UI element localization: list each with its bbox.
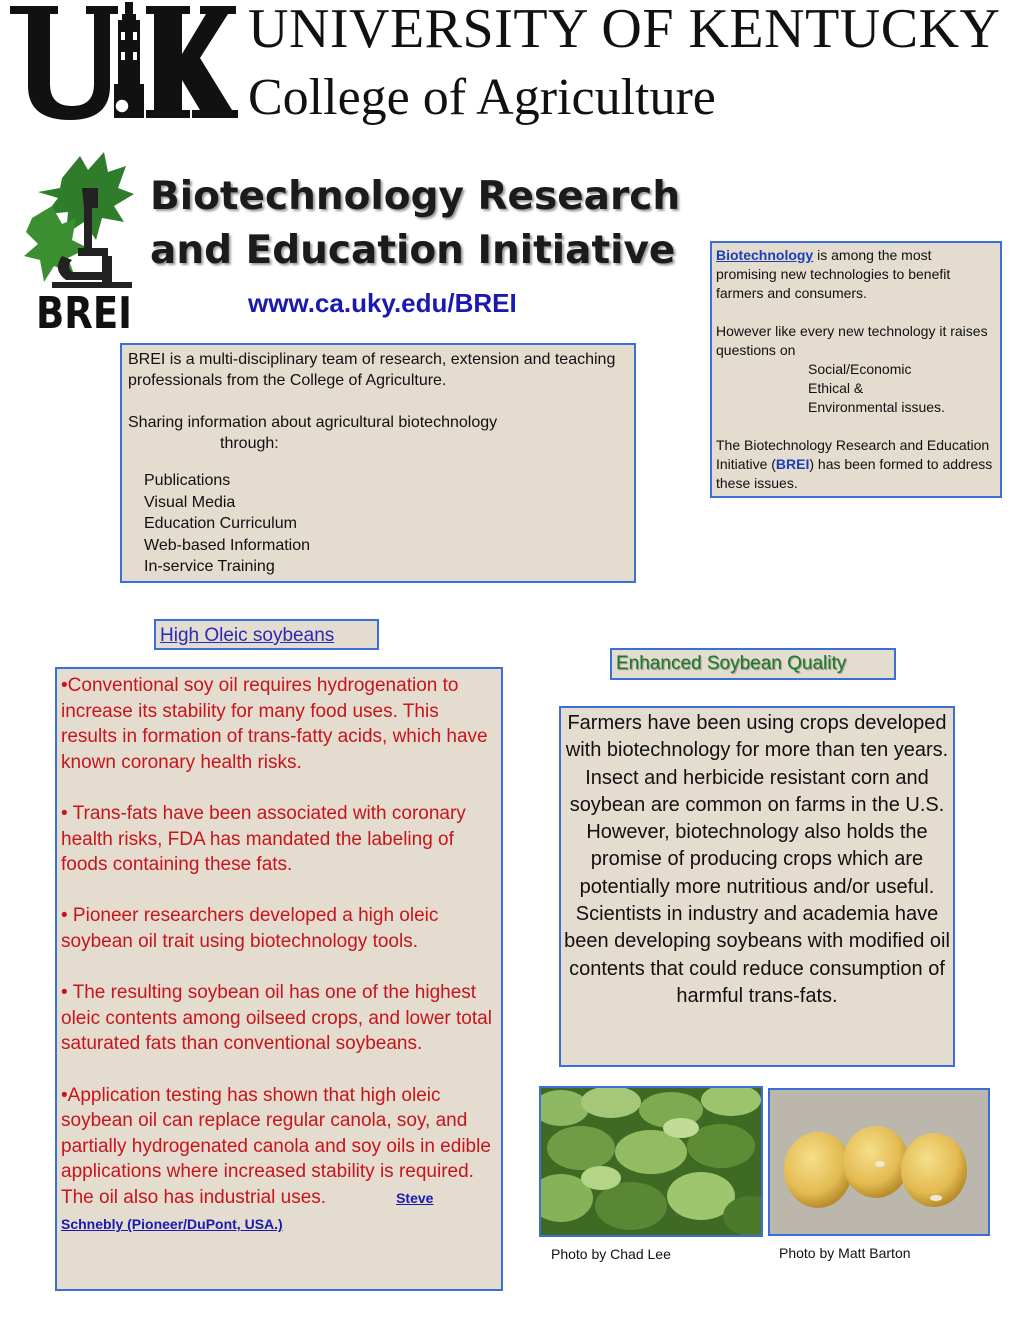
brei-title-line1: Biotechnology Research [150,174,681,219]
bullet-item: • The resulting soybean oil has one of the highest oleic contents among oilseed crops, and lower total saturated fats than conventional soybeans. [61,982,492,1055]
list-item: In-service Training [144,558,275,575]
intro-through: through: [220,435,279,452]
issue-item: Social/Economic [808,361,912,377]
biotech-p2: However like every new technology it raises questions on [716,323,988,358]
bullet-item: •Conventional soy oil requires hydrogenation to increase its stability for many food uses. This results in formation of trans-fatty acids, which have known coronary health risks. [61,675,488,773]
photo-caption: Photo by Matt Barton [779,1245,911,1261]
list-item: Visual Media [144,493,236,511]
bullet-item: • Pioneer researchers developed a high oleic soybean oil trait using biotechnology tools. [61,905,439,952]
uk-logo [6,2,238,120]
issue-item: Ethical & [808,380,864,396]
brei-logo-text: BREI [36,288,132,333]
brei-intro-box [120,343,636,583]
soybean-seeds-photo [768,1088,990,1236]
soybean-field-photo [539,1086,763,1237]
intro-sharing: Sharing information about agricultural biotechnology [128,414,498,431]
enhanced-soybean-title: Enhanced Soybean Quality [610,648,896,680]
issue-item: Environmental issues. [808,399,945,415]
list-item: Education Curriculum [144,515,297,532]
brei-logo [22,148,140,333]
biotechnology-box [710,241,1002,498]
brei-title [150,170,680,278]
university-name: UNIVERSITY OF KENTUCKY [248,0,1001,60]
bullet-item: • Trans-fats have been associated with coronary health risks, FDA has mandated the labeling of foods containing these fats. [61,802,466,876]
brei-title-line2: and Education Initiative [150,228,676,273]
list-item: Publications [144,472,231,489]
enhanced-text: Farmers have been using crops developed with biotechnology for more than ten years. Insect and herbicide resistant corn and soybean are common on farms in the U.S. However, biotechnology also holds the promise of producing crops which are potentially more nutritious and/or useful. Scientists in industry and academia have been developing soybeans with modified oil contents that could reduce consumption of harmful trans-fats. [564,712,950,1007]
photo-caption: Photo by Chad Lee [551,1246,671,1262]
author-credit-link[interactable]: Steve Schnebly (Pioneer/DuPont, USA.) [61,1189,434,1233]
intro-list [128,470,628,578]
college-name: College of Agriculture [248,69,716,126]
high-oleic-title: High Oleic soybeans [154,619,379,650]
biotech-p3: The Biotechnology Research and Education Initiative ( [716,437,990,472]
bullet-item: •Application testing has shown that high oleic soybean oil can replace regular canola, soy, and partially hydrogenated canola and soy oils in edible applications where increased stability is required. The oil also has industrial uses. [61,1084,491,1208]
biotechnology-keyword: Biotechnology [716,247,814,263]
enhanced-soybean-box [559,706,955,1067]
brei-keyword: BREI [775,456,810,472]
biotech-p1: is among the most promising new technologies to benefit farmers and consumers. [716,247,951,301]
brei-url-link[interactable]: www.ca.uky.edu/BREI [248,288,517,318]
high-oleic-box [55,667,503,1291]
biotech-p3-end: ) has been formed to address these issues. [716,456,993,491]
intro-paragraph: BREI is a multi-disciplinary team of research, extension and teaching professionals from the College of Agriculture. [128,351,616,389]
list-item: Web-based Information [144,536,311,554]
